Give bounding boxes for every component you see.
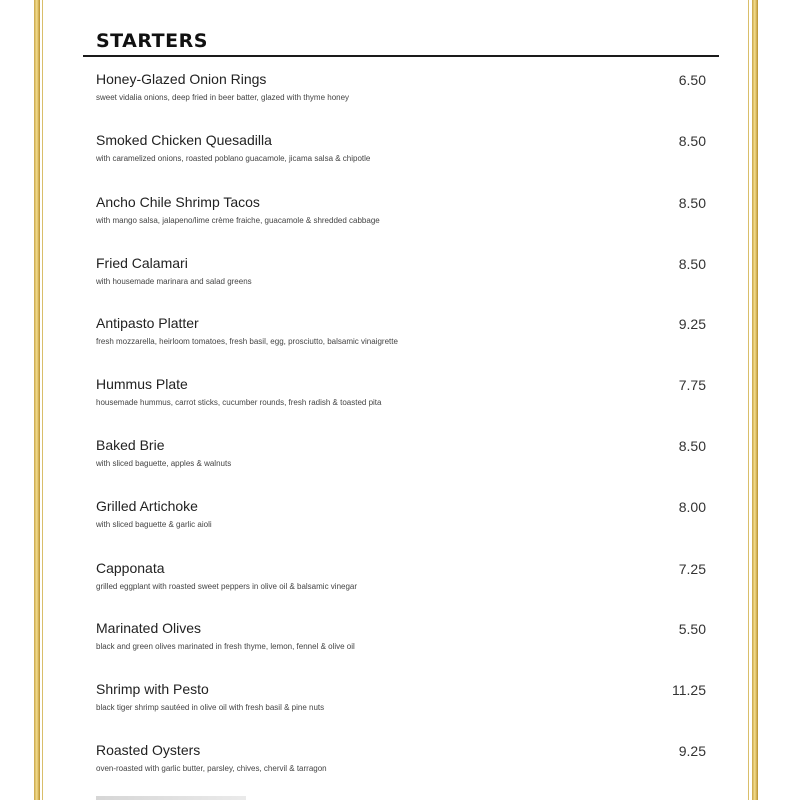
menu-item [96, 560, 710, 610]
item-name: Grilled Artichoke [96, 498, 198, 514]
item-description: fresh mozzarella, heirloom tomatoes, fresh basil, egg, prosciutto, balsamic vinaigrette [96, 337, 398, 346]
item-price: 11.25 [672, 682, 706, 698]
item-name: Marinated Olives [96, 620, 202, 636]
item-price: 8.00 [678, 499, 706, 515]
item-name: Smoked Chicken Quesadilla [96, 132, 272, 148]
menu-item [96, 255, 710, 305]
menu-item [96, 681, 710, 731]
cutoff-text-fragment [96, 796, 246, 800]
item-price: 8.50 [678, 256, 706, 272]
item-name: Capponata [96, 560, 165, 576]
menu-item [96, 376, 710, 426]
item-price: 7.75 [678, 377, 706, 393]
item-description: with sliced baguette & garlic aioli [96, 520, 212, 529]
item-price: 5.50 [678, 621, 706, 637]
item-name: Shrimp with Pesto [96, 681, 209, 697]
item-name: Ancho Chile Shrimp Tacos [96, 194, 260, 210]
section-title: STARTERS [96, 30, 208, 52]
menu-item [96, 315, 710, 365]
item-price: 6.50 [678, 72, 706, 88]
menu-item [96, 71, 710, 121]
menu-item [96, 620, 710, 670]
item-description: with housemade marinara and salad greens [96, 277, 252, 286]
item-description: grilled eggplant with roasted sweet peppers in olive oil & balsamic vinegar [96, 582, 358, 591]
item-name: Roasted Oysters [96, 742, 201, 758]
item-description: with mango salsa, jalapeno/lime crème fraiche, guacamole & shredded cabbage [96, 216, 380, 225]
item-description: sweet vidalia onions, deep fried in beer batter, glazed with thyme honey [96, 93, 350, 102]
item-price: 7.25 [678, 561, 706, 577]
item-description: with caramelized onions, roasted poblano guacamole, jicama salsa & chipotle [96, 154, 371, 163]
item-name: Baked Brie [96, 437, 165, 453]
item-name: Fried Calamari [96, 255, 188, 271]
menu-item [96, 498, 710, 548]
item-name: Hummus Plate [96, 376, 188, 392]
next-item-cutoff [96, 791, 296, 800]
menu-item [96, 132, 710, 182]
item-description: with sliced baguette, apples & walnuts [96, 459, 232, 468]
menu-item [96, 437, 710, 487]
item-name: Antipasto Platter [96, 315, 199, 331]
menu-item [96, 742, 710, 792]
menu-item [96, 194, 710, 244]
item-name: Honey-Glazed Onion Rings [96, 71, 267, 87]
item-description: oven-roasted with garlic butter, parsley, chives, chervil & tarragon [96, 764, 327, 773]
item-price: 8.50 [678, 133, 706, 149]
item-price: 8.50 [678, 438, 706, 454]
item-description: black and green olives marinated in fresh thyme, lemon, fennel & olive oil [96, 642, 355, 651]
item-price: 9.25 [678, 743, 706, 759]
item-description: housemade hummus, carrot sticks, cucumber rounds, fresh radish & toasted pita [96, 398, 382, 407]
item-price: 9.25 [678, 316, 706, 332]
item-price: 8.50 [678, 195, 706, 211]
item-description: black tiger shrimp sautéed in olive oil with fresh basil & pine nuts [96, 703, 325, 712]
